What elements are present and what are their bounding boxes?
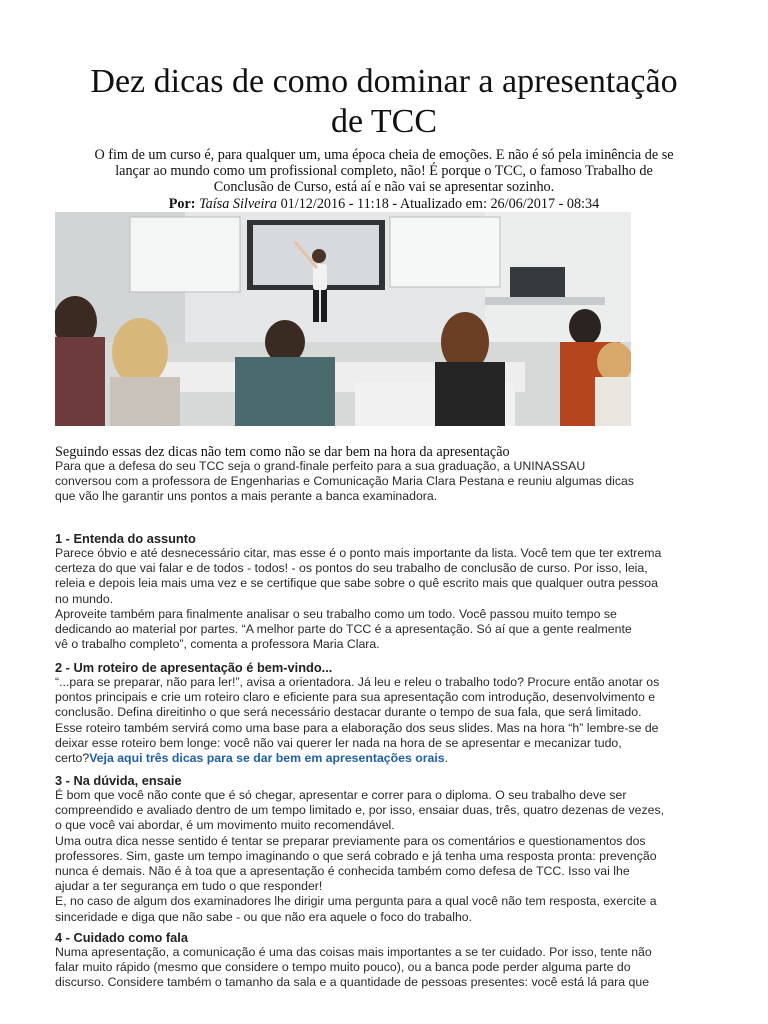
body-line: Esse roteiro também servirá como uma base para a elaboração dos seus slides. Mas na hora “h” lembre-se de <box>55 720 659 735</box>
publish-dates: 01/12/2016 - 11:18 - Atualizado em: 26/06/2017 - 08:34 <box>280 196 600 212</box>
article-title <box>40 62 728 142</box>
intro-line: conversou com a professora de Engenharias e Comunicação Maria Clara Pestana e reuniu algumas dicas <box>55 474 634 489</box>
body-line: sinceridade e diga que não sabe - ou que não era aquele o foco do trabalho. <box>55 909 473 924</box>
section-title: 4 - Cuidado como fala <box>55 930 188 945</box>
section-body <box>55 945 720 991</box>
body-line: no mundo. <box>55 591 114 606</box>
body-line: deixar esse roteiro bem longe: você não vai querer ler nada na hora de se apresentar e mecanizar tudo, <box>55 735 622 750</box>
intro-paragraph <box>55 459 720 505</box>
classroom-illustration <box>55 212 631 426</box>
body-line: discurso. Considere também o tamanho da sala e a quantidade de pessoas presentes: você está lá para que <box>55 975 650 990</box>
section-body <box>55 546 720 652</box>
body-line: É bom que você não conte que é só chegar, apresentar e correr para o diploma. O seu trabalho deve ser <box>55 788 627 802</box>
body-line: professores. Sim, gaste um tempo imaginando o que será cobrado e já tenha uma resposta pronta: prevenção <box>55 848 657 863</box>
body-line: pontos principais e crie um roteiro claro e eficiente para sua apresentação com introdução, desenvolvimento e <box>55 690 656 705</box>
classroom-photo <box>55 212 631 426</box>
article-lead <box>50 147 718 195</box>
body-line: nunca é demais. Não é à toa que a apresentação é conhecida também como defesa de TCC. Isso vai lhe <box>55 864 630 879</box>
lead-line: O fim de um curso é, para qualquer um, uma época cheia de emoções. E não é só pela iminência de se <box>94 147 674 163</box>
body-line: ajudar a ter segurança em tudo o que responder! <box>55 879 323 894</box>
byline-prefix: Por: <box>168 196 196 212</box>
body-line: “...para se preparar, não para ler!”, avisa a orientadora. Já leu e releu o trabalho todo? Procure então anotar os <box>55 675 660 689</box>
lead-line: lançar ao mundo como um profissional completo, não! É porque o TCC, o famoso Trabalho de <box>115 163 653 179</box>
oral-presentation-tips-link[interactable]: Veja aqui três dicas para se dar bem em apresentações orais <box>89 751 445 766</box>
byline <box>50 196 718 212</box>
section-title: 1 - Entenda do assunto <box>55 531 196 546</box>
section-4 <box>55 930 720 991</box>
body-line: Parece óbvio e até desnecessário citar, mas esse é o ponto mais importante da lista. Você tem que ter extrema <box>55 546 662 560</box>
body-line: Aproveite também para finalmente analisar o seu trabalho como um todo. Você passou muito tempo se <box>55 606 617 621</box>
body-line: certeza do que vai falar e de todos - todos! - os pontos do seu trabalho de conclusão de curso. Por isso, leia, <box>55 561 648 576</box>
intro-line: Para que a defesa do seu TCC seja o grand-finale perfeito para a sua graduação, a UNINASSAU <box>55 459 586 473</box>
body-line: o que você vai abordar, é um movimento muito recomendável. <box>55 818 395 833</box>
body-line: E, no caso de algum dos examinadores lhe dirigir uma pergunta para a qual você não tem resposta, exercite a <box>55 894 657 909</box>
body-line: releia e depois leia mais uma vez e se certifique que sabe sobre o quê escrito mais que qualquer outra pessoa <box>55 576 658 591</box>
body-line: dedicando ao material por partes. “A melhor parte do TCC é a apresentação. Só aí que a gente realmente <box>55 622 632 637</box>
body-line: compreendido e avaliado dentro de um tempo limitado e, por isso, ensaiar duas, três, quatro dezenas de vezes, <box>55 803 665 818</box>
title-line-1: Dez dicas de como dominar a apresentação <box>90 63 678 100</box>
section-3 <box>55 773 720 925</box>
article-subheading: Seguindo essas dez dicas não tem como não se dar bem na hora da apresentação <box>55 444 510 460</box>
body-line: conclusão. Defina direitinho o que será necessário destacar durante o tempo de sua fala, que será limitado. <box>55 705 642 720</box>
body-line: Uma outra dica nesse sentido é tentar se preparar previamente para os comentários e questionamentos dos <box>55 833 646 848</box>
section-body <box>55 675 720 766</box>
section-body <box>55 788 720 925</box>
body-line: falar muito rápido (mesmo que considere o tempo muito pouco), ou a banca pode perder alguma parte do <box>55 960 631 975</box>
body-line: vê o trabalho completo”, comenta a professora Maria Clara. <box>55 637 380 652</box>
body-line-suffix: . <box>444 751 449 766</box>
section-title: 2 - Um roteiro de apresentação é bem-vindo... <box>55 660 333 675</box>
body-line-prefix: certo? <box>55 751 90 766</box>
title-line-2: de TCC <box>330 103 438 140</box>
section-2 <box>55 660 720 766</box>
section-title: 3 - Na dúvida, ensaie <box>55 773 182 788</box>
author-name: Taísa Silveira <box>199 196 278 212</box>
body-line: Numa apresentação, a comunicação é uma das coisas mais importantes a se ter cuidado. Por isso, tente não <box>55 945 652 959</box>
intro-line: que vão lhe garantir uns pontos a mais perante a banca examinadora. <box>55 489 438 504</box>
section-1 <box>55 531 720 652</box>
lead-line: Conclusão de Curso, está aí e não vai se apresentar sozinho. <box>213 179 555 195</box>
